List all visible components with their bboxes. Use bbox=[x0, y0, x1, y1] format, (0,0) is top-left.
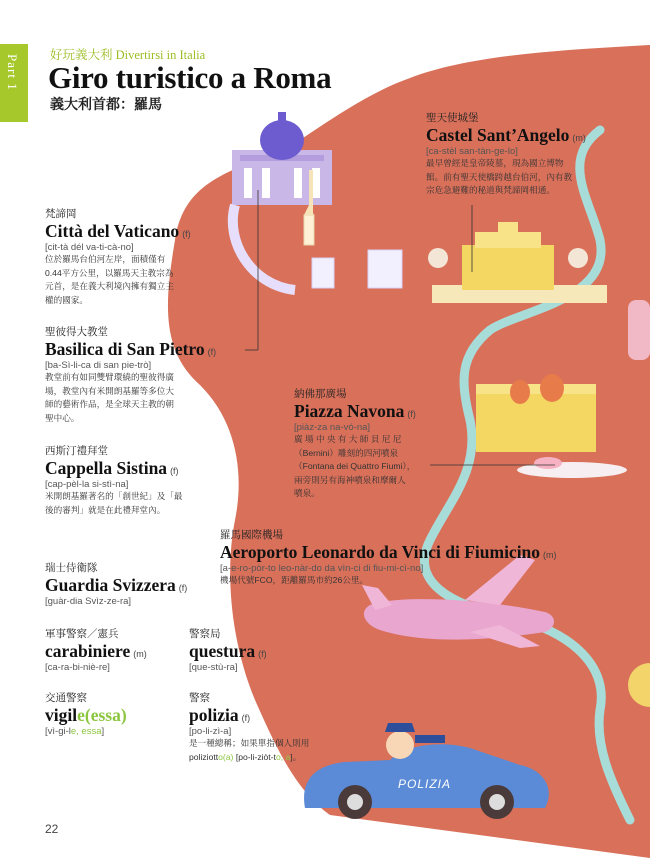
entry-pron: [ca-stèl san-tàn-ge-lo] bbox=[426, 146, 518, 157]
entry-sistina bbox=[45, 443, 225, 517]
entry-pron: [cit-tà dél va-ti-cà-no] bbox=[45, 242, 134, 253]
entry-zh: 梵諦岡 bbox=[45, 208, 77, 220]
entry-desc: 最早曾經是皇帝陵墓，現為國立博物 館。前有聖天使橋跨越台伯河，內有教 宗危急避難的秘道與梵諦岡相通。 bbox=[426, 158, 573, 195]
entry-pron: [a-e-ro-pòr-to leo-nàr-do da vìn-ci di fiu-mi-cì-no] bbox=[220, 563, 424, 574]
entry-desc: 米開朗基羅著名的「創世紀」及「最 後的審判」就是在此禮拜堂內。 bbox=[45, 491, 183, 515]
entry-desc: 廣 場 中 央 有 大 師 貝 尼 尼 （Bernini）雕刻的四河噴泉 （Fontana dei Quattro Fiumi）， 兩旁則另有海神噴泉和摩爾人 噴泉。 bbox=[294, 434, 416, 498]
entry-it: Cappella Sistina (f) bbox=[45, 458, 179, 478]
entry-it: Guardia Svizzera (f) bbox=[45, 575, 188, 595]
entry-it: Piazza Navona (f) bbox=[294, 401, 416, 421]
entry-navona bbox=[294, 386, 430, 501]
entry-carabiniere bbox=[45, 626, 147, 673]
entry-it: Basilica di San Pietro (f) bbox=[45, 339, 217, 359]
entry-zh: 軍事警察／憲兵 bbox=[45, 628, 119, 640]
entry-pron: [ca-ra-bi-niè-re] bbox=[45, 662, 110, 673]
entry-zh: 瑞士侍衛隊 bbox=[45, 562, 98, 574]
entry-pron: [guàr-dia Svìz-ze-ra] bbox=[45, 596, 132, 607]
entry-it: Aeroporto Leonardo da Vinci di Fiumicino (m) bbox=[220, 542, 557, 562]
entry-vaticano bbox=[45, 206, 205, 307]
entry-guardia bbox=[45, 560, 187, 607]
entry-zh: 羅馬國際機場 bbox=[220, 529, 283, 541]
page-subtitle: 義大利首都：羅馬 bbox=[50, 96, 162, 112]
entry-pron: [ba-Sì-li-ca di san pie-trò] bbox=[45, 360, 152, 371]
entry-pron: [que-stù-ra] bbox=[189, 662, 238, 673]
entry-zh: 聖彼得大教堂 bbox=[45, 326, 108, 338]
entry-zh: 西斯汀禮拜堂 bbox=[45, 445, 108, 457]
part-tab bbox=[0, 44, 28, 122]
entry-questura bbox=[189, 626, 267, 673]
police-car-lettering: POLIZIA bbox=[398, 777, 452, 791]
entry-it: questura (f) bbox=[189, 641, 267, 661]
entry-it: Città del Vaticano (f) bbox=[45, 221, 191, 241]
entry-zh: 警察局 bbox=[189, 628, 221, 640]
entry-it: polizia (f) bbox=[189, 705, 251, 725]
entry-airport bbox=[220, 527, 590, 588]
entry-zh: 聖天使城堡 bbox=[426, 112, 479, 124]
entry-vigile bbox=[45, 690, 127, 737]
entry-castel bbox=[426, 110, 626, 198]
entry-pron: [vì-gi-le, essa] bbox=[45, 726, 105, 737]
entry-polizia bbox=[189, 690, 359, 764]
entry-it: carabiniere (m) bbox=[45, 641, 147, 661]
entry-sanpietro bbox=[45, 324, 245, 425]
section-kicker: 好玩義大利 Divertirsi in Italia bbox=[50, 48, 206, 62]
entry-zh: 交通警察 bbox=[45, 692, 87, 704]
entry-pron: [piàz-za na-vó-na] bbox=[294, 422, 371, 433]
part-tab-label: Part 1 bbox=[5, 54, 20, 91]
entry-it: Castel Sant’Angelo (m) bbox=[426, 125, 586, 145]
entry-zh: 納佛那廣場 bbox=[294, 388, 347, 400]
page-number: 22 bbox=[45, 822, 59, 836]
entry-pron: [cap-pèl-la si-stì-na] bbox=[45, 479, 129, 490]
entry-desc: 位於羅馬台伯河左岸，面積僅有 0.44平方公里，以羅馬天主教宗為 元首，是在義大利境內擁有獨立主 權的國家。 bbox=[45, 254, 174, 305]
entry-it: vigile(essa) bbox=[45, 705, 127, 725]
entry-desc: 教堂前有如同雙臂環繞的聖彼得廣 場，教堂內有米開朗基羅等多位大 師的藝術作品，是全球天主教的朝 聖中心。 bbox=[45, 372, 174, 423]
entry-desc: 是一種總稱；如果單指個人則用 poliziotto(a) [po-li-ziòt-to, a]。 bbox=[189, 738, 310, 762]
entry-pron: [po-li-zì-a] bbox=[189, 726, 232, 737]
page-title: Giro turistico a Roma bbox=[48, 60, 332, 95]
entry-desc: 機場代號FCO，距離羅馬市約26公里。 bbox=[220, 575, 369, 585]
entry-zh: 警察 bbox=[189, 692, 210, 704]
